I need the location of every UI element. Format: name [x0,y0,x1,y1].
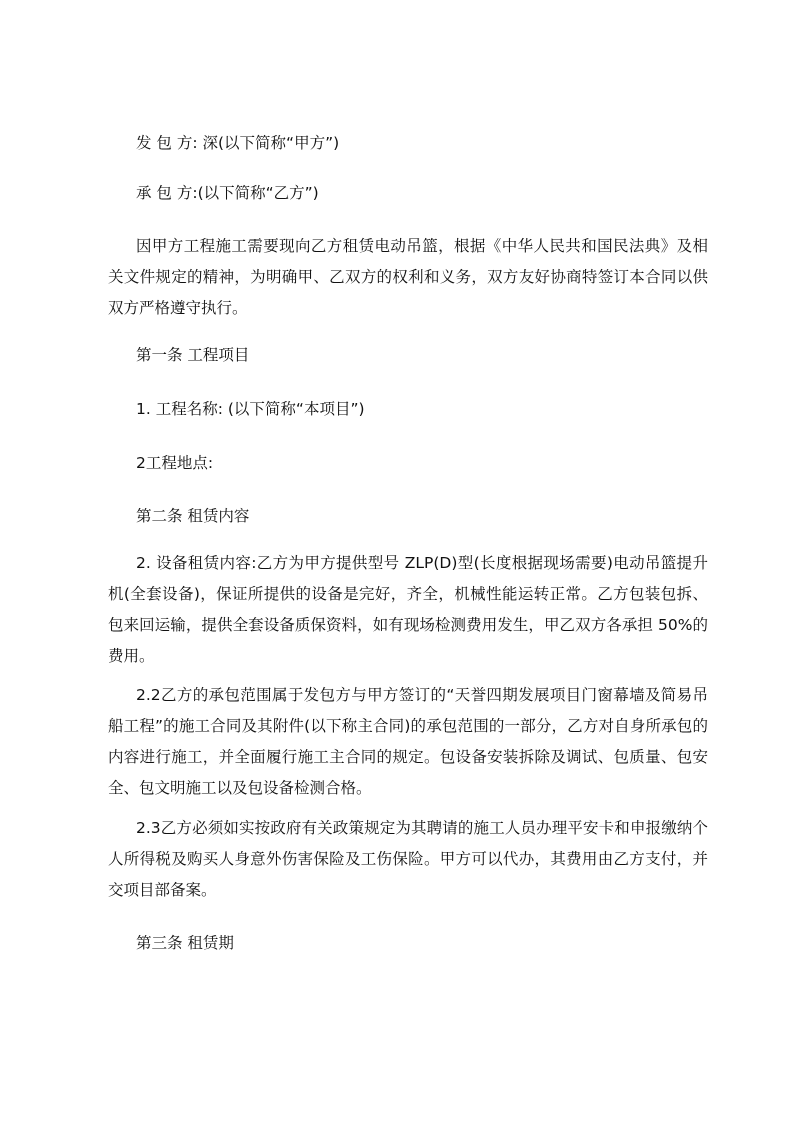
party-a-line: 发 包 方: 深(以下简称“甲方”) [136,134,340,152]
article-1-heading: 第一条 工程项目 [136,346,250,364]
rental-content-paragraph: 2. 设备租赁内容:乙方为甲方提供型号 ZLP(D)型(长度根据现场需要)电动吊篮提升机(全套设备)，保证所提供的设备是完好，齐全，机械性能运转正常。乙方包装包拆、包来回运输，提供全套设备质保资料，如有现场检测费用发生，甲乙双方各承担 50%的费用。 [108,554,708,665]
preamble-paragraph: 因甲方工程施工需要现向乙方租赁电动吊篮，根据《中华人民共和国民法典》及相关文件规定的精神，为明确甲、乙双方的权利和义务，双方友好协商特签订本合同以供双方严格遵守执行。 [108,237,708,317]
project-location-line: 2工程地点: [136,454,214,472]
insurance-paragraph: 2.3乙方必须如实按政府有关政策规定为其聘请的施工人员办理平安卡和申报缴纳个人所得税及购买人身意外伤害保险及工伤保险。甲方可以代办，其费用由乙方支付，并交项目部备案。 [108,819,708,899]
project-name-line: 1. 工程名称: (以下简称“本项目”) [136,400,365,418]
article-2-heading: 第二条 租赁内容 [136,507,250,525]
contract-scope-paragraph: 2.2乙方的承包范围属于发包方与甲方签订的“天誉四期发展项目门窗幕墙及简易吊船工程”的施工合同及其附件(以下称主合同)的承包范围的一部分，乙方对自身所承包的内容进行施工，并全面履行施工主合同的规定。包设备安装拆除及调试、包质量、包安全、包文明施工以及包设备检测合格。 [108,686,708,797]
article-3-heading: 第三条 租赁期 [136,934,234,952]
party-b-line: 承 包 方:(以下简称“乙方”) [136,184,319,202]
